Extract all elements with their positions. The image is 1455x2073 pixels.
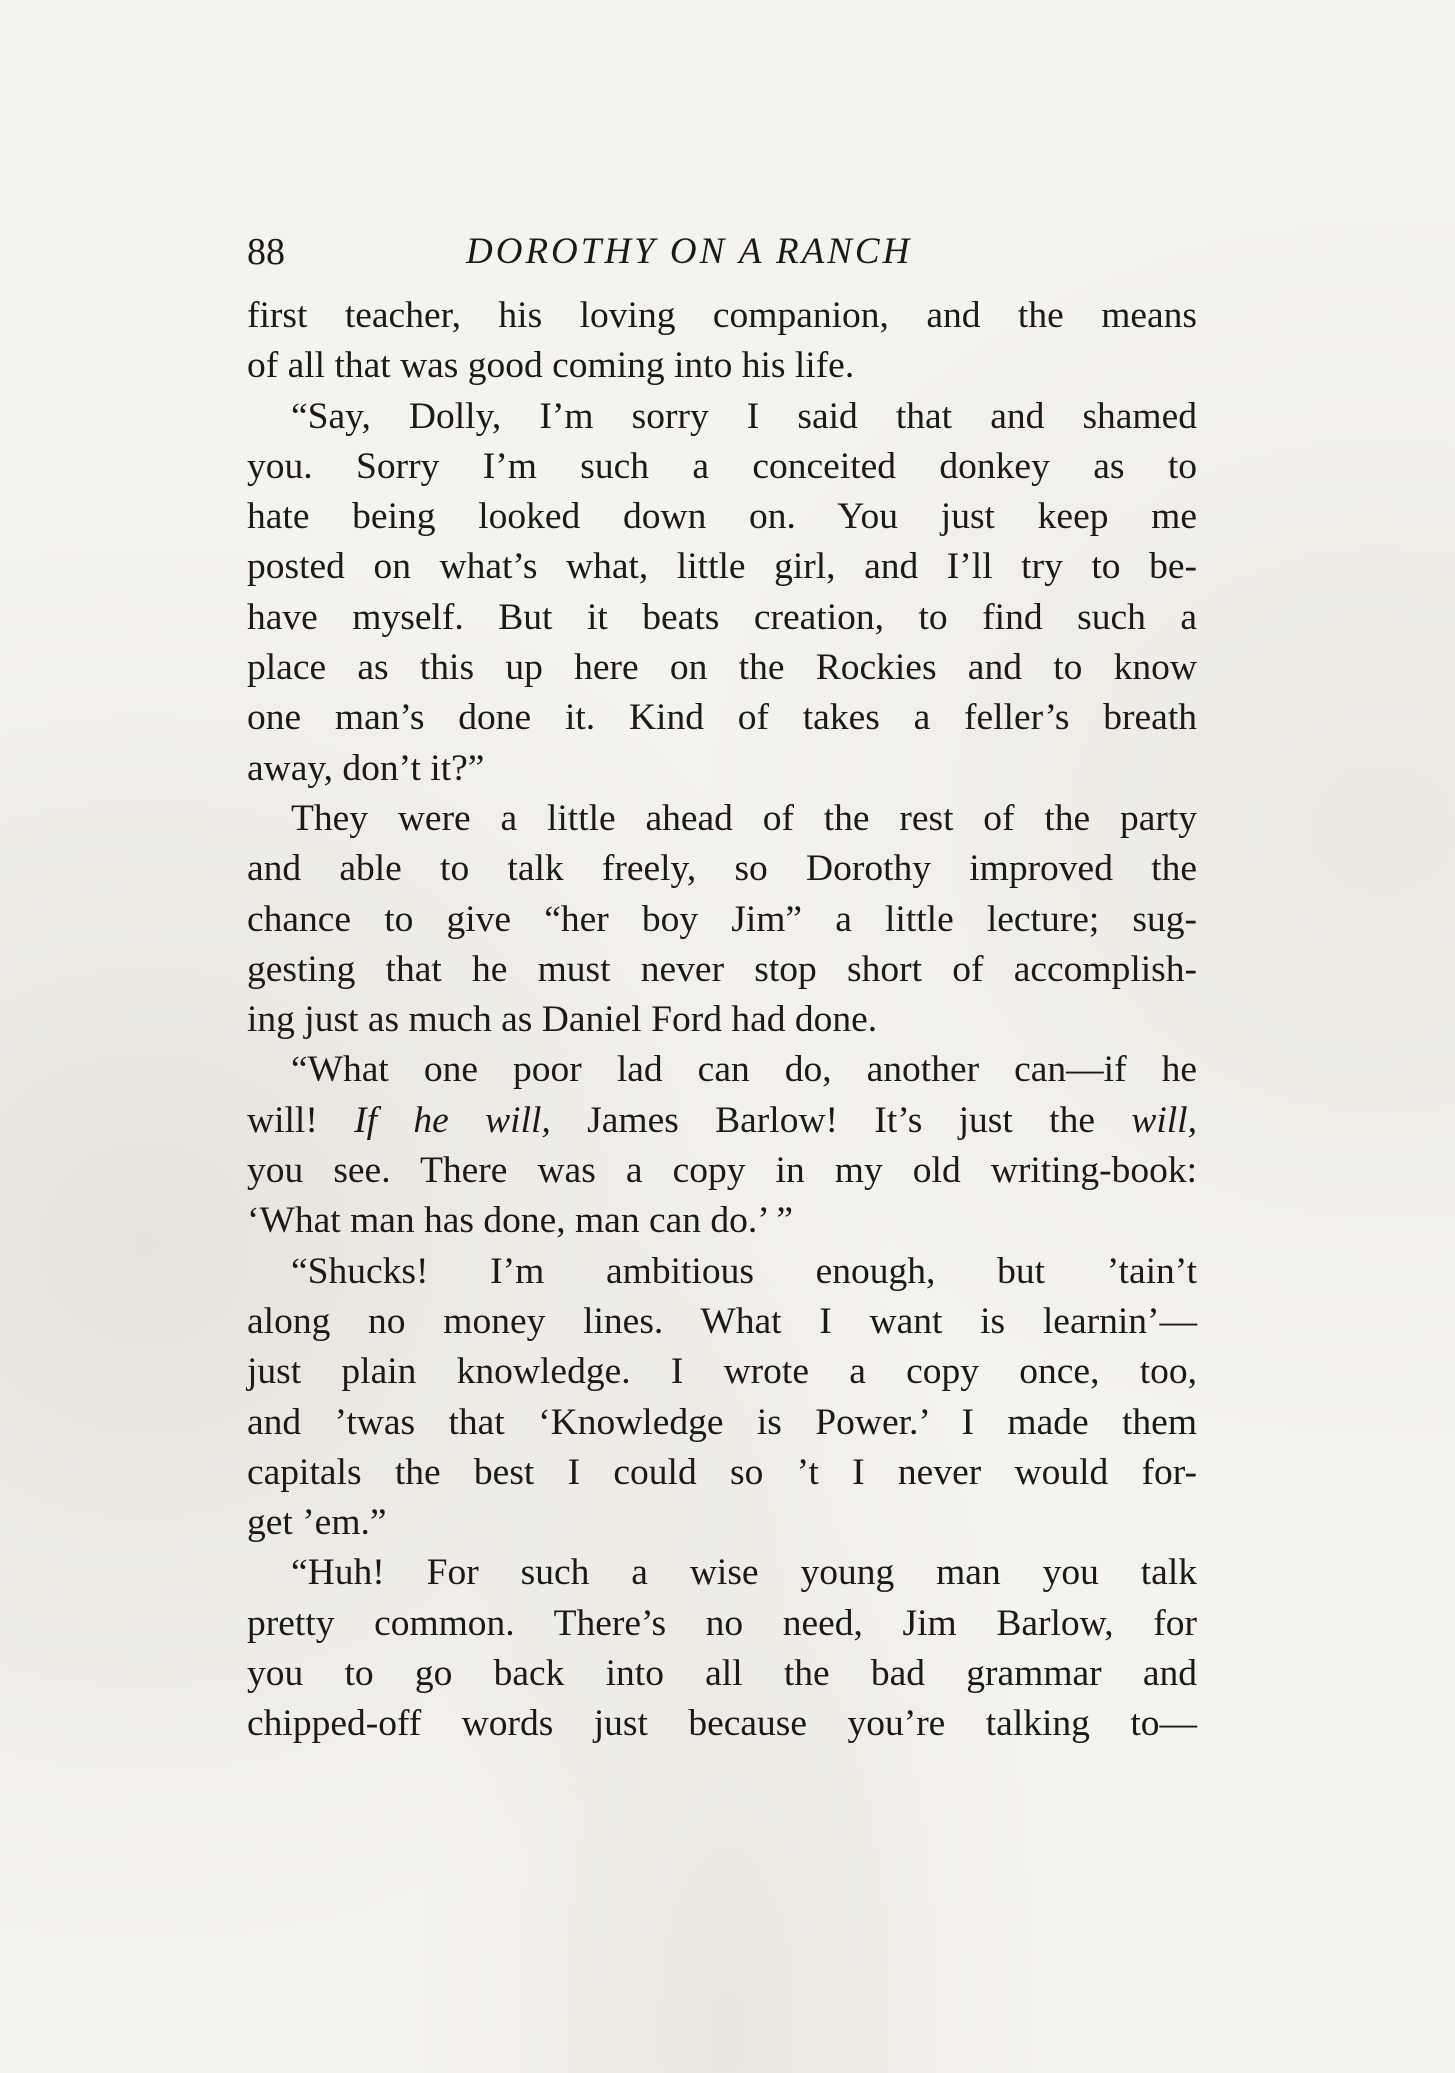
text-segment: They were a little ahead of the rest of the party	[291, 797, 1197, 839]
text-segment: posted on what’s what, little girl, and I’ll try to be-	[247, 546, 1197, 588]
text-segment: ‘What man has done, man can do.’ ”	[247, 1200, 793, 1242]
text-segment: “Shucks! I’m ambitious enough, but ’tain’t	[291, 1250, 1197, 1292]
text-line	[247, 1649, 1197, 1699]
text-line	[247, 1196, 1197, 1246]
text-segment: first teacher, his loving companion, and the means	[247, 295, 1197, 336]
text-segment: away, don’t it?”	[247, 747, 485, 789]
text-line	[247, 542, 1197, 592]
text-line	[247, 1247, 1197, 1297]
text-line	[247, 392, 1197, 442]
text-segment: gesting that he must never stop short of accomplish-	[247, 948, 1197, 990]
text-line	[247, 1498, 1197, 1548]
text-line	[247, 643, 1197, 693]
text-segment: and ’twas that ‘Knowledge is Power.’ I made them	[247, 1401, 1197, 1443]
text-segment: chipped-off words just because you’re talking to—	[247, 1703, 1197, 1745]
italic-text: will,	[1131, 1099, 1197, 1141]
text-segment: James Barlow! It’s just the	[550, 1099, 1132, 1141]
text-line	[247, 1448, 1197, 1498]
text-line	[247, 492, 1197, 542]
text-line	[247, 1045, 1197, 1095]
text-segment: one man’s done it. Kind of takes a feller’s breath	[247, 697, 1197, 739]
text-segment: you see. There was a copy in my old writing-book:	[247, 1150, 1197, 1192]
text-line	[247, 693, 1197, 743]
page-number: 88	[247, 231, 285, 273]
text-line	[247, 1599, 1197, 1649]
text-line	[247, 341, 1197, 391]
text-line	[247, 1146, 1197, 1196]
text-segment: have myself. But it beats creation, to find such a	[247, 596, 1197, 638]
text-segment: “What one poor lad can do, another can—if he	[291, 1049, 1197, 1091]
text-line	[247, 844, 1197, 894]
text-segment: just plain knowledge. I wrote a copy once, too,	[247, 1351, 1197, 1393]
body-text	[247, 291, 1197, 1750]
text-segment: “Huh! For such a wise young man you talk	[291, 1552, 1197, 1594]
text-line	[247, 291, 1197, 341]
text-line	[247, 1699, 1197, 1749]
text-segment: will!	[247, 1099, 355, 1141]
text-segment: capitals the best I could so ’t I never would for-	[247, 1451, 1197, 1493]
page-header	[247, 228, 1197, 288]
text-line	[247, 1548, 1197, 1598]
text-line	[247, 1297, 1197, 1347]
text-line	[247, 945, 1197, 995]
text-segment: ing just as much as Daniel Ford had done.	[247, 999, 878, 1041]
text-segment: you. Sorry I’m such a conceited donkey as to	[247, 445, 1197, 487]
text-segment: pretty common. There’s no need, Jim Barlow, for	[247, 1602, 1197, 1644]
text-segment: along no money lines. What I want is learnin’—	[247, 1300, 1197, 1342]
text-line	[247, 593, 1197, 643]
text-segment: you to go back into all the bad grammar and	[247, 1653, 1197, 1695]
running-title: DOROTHY ON A RANCH	[466, 231, 913, 272]
text-line	[247, 1096, 1197, 1146]
text-line	[247, 995, 1197, 1045]
text-line	[247, 744, 1197, 794]
text-line	[247, 442, 1197, 492]
text-segment: hate being looked down on. You just keep me	[247, 496, 1197, 538]
text-segment: place as this up here on the Rockies and to know	[247, 647, 1197, 689]
text-segment: “Say, Dolly, I’m sorry I said that and shamed	[291, 395, 1197, 437]
text-segment: of all that was good coming into his life.	[247, 345, 855, 387]
italic-text: If he will,	[354, 1099, 551, 1141]
text-segment: get ’em.”	[247, 1502, 387, 1544]
text-line	[247, 794, 1197, 844]
text-line	[247, 1347, 1197, 1397]
text-segment: chance to give “her boy Jim” a little lecture; sug-	[247, 898, 1197, 940]
text-line	[247, 1398, 1197, 1448]
text-segment: and able to talk freely, so Dorothy improved the	[247, 848, 1197, 890]
text-line	[247, 895, 1197, 945]
